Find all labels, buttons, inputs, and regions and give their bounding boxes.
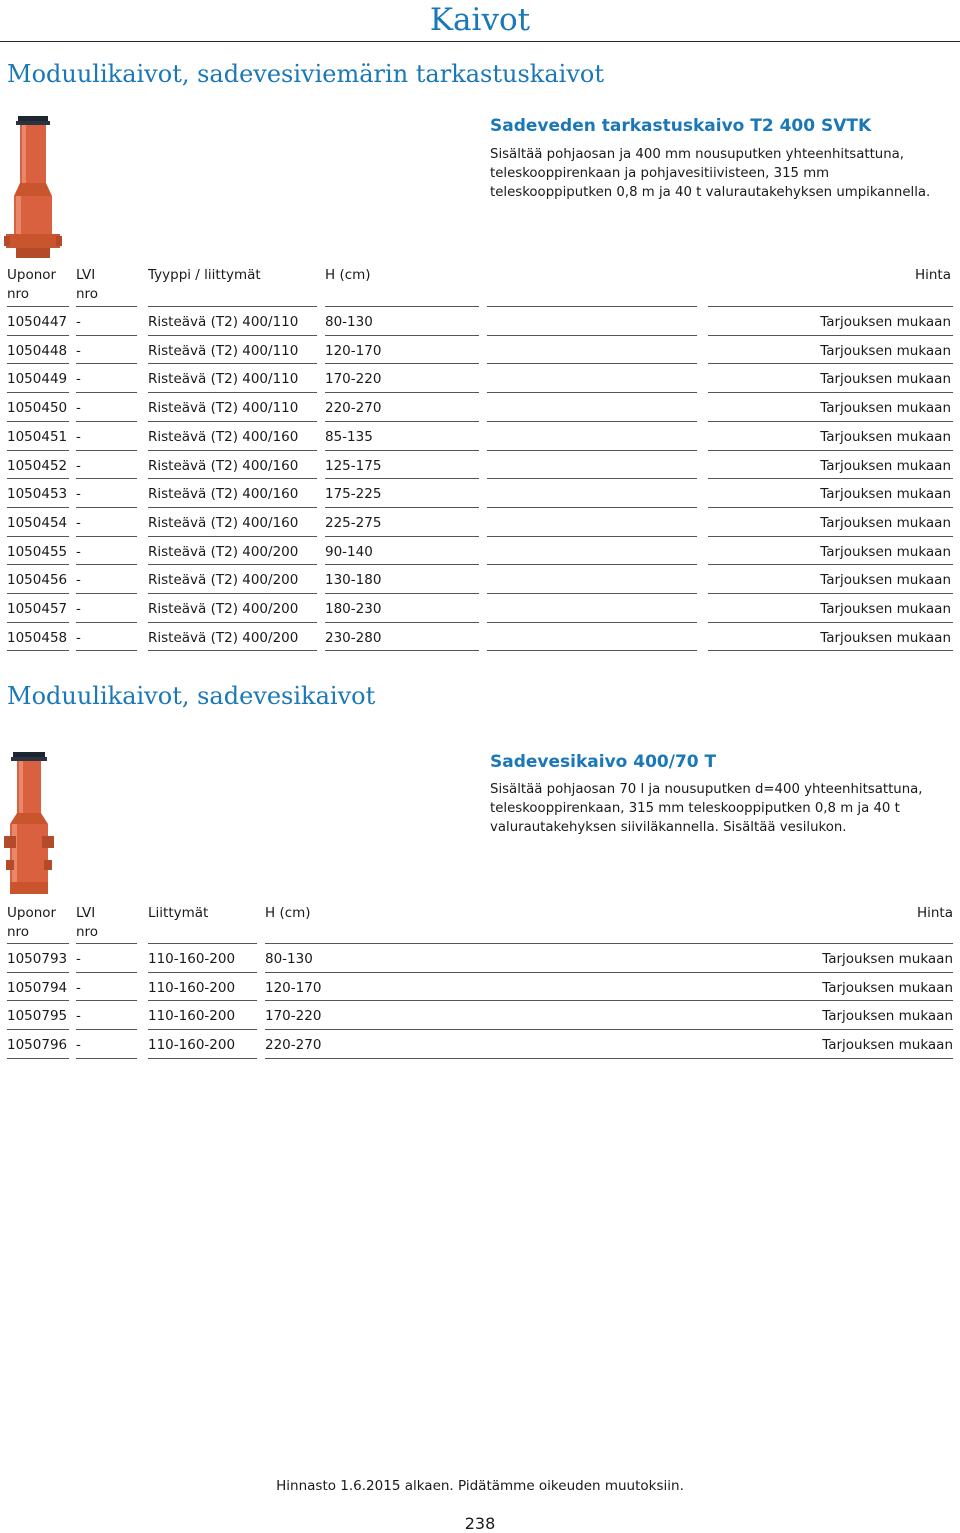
cell-lvi-nro: - (76, 572, 81, 589)
row-divider (265, 1029, 953, 1030)
row-divider (708, 507, 953, 508)
row-divider (7, 306, 69, 307)
row-divider (148, 1058, 257, 1059)
cell-lvi-nro: - (76, 314, 81, 330)
cell-price: Tarjouksen mukaan (820, 486, 951, 503)
cell-price: Tarjouksen mukaan (820, 543, 951, 560)
cell-height: 220-270 (325, 400, 382, 417)
header-uponor (7, 904, 56, 942)
row-divider (487, 536, 697, 537)
row-divider (148, 335, 317, 336)
row-divider (487, 306, 697, 307)
cell-price: Tarjouksen mukaan (820, 371, 951, 388)
row-divider (148, 564, 317, 565)
cell-height: 230-280 (325, 629, 382, 646)
row-divider (487, 478, 697, 479)
row-divider (708, 335, 953, 336)
row-divider (148, 1029, 257, 1030)
row-divider (708, 650, 953, 651)
row-divider (265, 972, 953, 973)
cell-price: Tarjouksen mukaan (822, 1037, 953, 1054)
header-height: H (cm) (325, 267, 371, 283)
row-divider (7, 622, 69, 623)
cell-lvi-nro: - (76, 428, 81, 445)
price-table-sadevesikaivot (7, 902, 953, 1072)
header-price: Hinta (916, 905, 953, 921)
row-divider (76, 650, 137, 651)
cell-height: 220-270 (265, 1037, 322, 1054)
cell-lvi-nro: - (76, 457, 81, 474)
cell-price: Tarjouksen mukaan (822, 951, 953, 967)
cell-uponor-nro: 1050450 (7, 400, 68, 417)
row-divider (7, 650, 69, 651)
row-divider (148, 972, 257, 973)
cell-lvi-nro: - (76, 486, 81, 503)
price-table-tarkastuskaivot (7, 264, 953, 664)
cell-type: Risteävä (T2) 400/160 (148, 486, 299, 503)
row-divider (708, 564, 953, 565)
row-divider (487, 363, 697, 364)
cell-price: Tarjouksen mukaan (822, 1008, 953, 1025)
row-divider (76, 1058, 137, 1059)
row-divider (265, 943, 953, 944)
cell-lvi-nro: - (76, 514, 81, 531)
row-divider (7, 335, 69, 336)
page-title: Kaivot (0, 2, 960, 38)
cell-height: 180-230 (325, 601, 382, 617)
row-divider (325, 650, 479, 651)
header-uponor-line1: Uponor (7, 905, 57, 921)
cell-uponor-nro: 1050795 (7, 1008, 68, 1025)
cell-type: Risteävä (T2) 400/200 (148, 543, 299, 560)
cell-price: Tarjouksen mukaan (820, 601, 951, 617)
row-divider (325, 536, 479, 537)
row-divider (76, 450, 137, 451)
row-divider (487, 335, 697, 336)
row-divider (265, 1000, 953, 1001)
header-type: Tyyppi / liittymät (148, 267, 261, 283)
cell-price: Tarjouksen mukaan (822, 979, 953, 996)
row-divider (325, 593, 479, 594)
cell-lvi-nro: - (76, 1037, 81, 1054)
cell-type: Risteävä (T2) 400/200 (148, 601, 299, 617)
cell-uponor-nro: 1050457 (7, 601, 68, 617)
cell-type: 110-160-200 (148, 1037, 236, 1054)
row-divider (7, 450, 69, 451)
row-divider (76, 972, 137, 973)
row-divider (148, 478, 317, 479)
row-divider (325, 450, 479, 451)
page-number: 238 (464, 1514, 496, 1533)
header-uponor (7, 266, 56, 304)
cell-price: Tarjouksen mukaan (820, 428, 951, 445)
cell-uponor-nro: 1050453 (7, 486, 68, 503)
row-divider (325, 478, 479, 479)
row-divider (265, 1058, 953, 1059)
row-divider (325, 306, 479, 307)
cell-uponor-nro: 1050454 (7, 514, 68, 531)
cell-height: 85-135 (325, 428, 373, 445)
row-divider (148, 450, 317, 451)
cell-lvi-nro: - (76, 629, 81, 646)
row-divider (76, 564, 137, 565)
header-uponor-line1: Uponor (7, 267, 57, 283)
row-divider (76, 943, 137, 944)
cell-type: Risteävä (T2) 400/110 (148, 400, 299, 417)
row-divider (708, 478, 953, 479)
cell-price: Tarjouksen mukaan (820, 514, 951, 531)
row-divider (487, 450, 697, 451)
row-divider (148, 392, 317, 393)
row-divider (7, 392, 69, 393)
header-lvi-line1: LVI (76, 905, 96, 921)
row-divider (708, 536, 953, 537)
cell-height: 170-220 (265, 1008, 322, 1025)
row-divider (148, 1000, 257, 1001)
row-divider (487, 593, 697, 594)
cell-type: Risteävä (T2) 400/160 (148, 428, 299, 445)
cell-type: Risteävä (T2) 400/200 (148, 572, 299, 589)
cell-type: 110-160-200 (148, 951, 236, 967)
row-divider (7, 972, 69, 973)
cell-lvi-nro: - (76, 342, 81, 359)
product-description-sadevesikaivo: Sisältää pohjaosan 70 l ja nousuputken d=400 yhteenhitsattuna, teleskooppirenkaan, 315 mm teleskooppiputken 0,8 m ja 40 t valurautakehyksen siiviläkannella. Sisältää vesilukon. (490, 782, 923, 835)
section-title-sadevesikaivot: Moduulikaivot, sadevesikaivot (7, 682, 376, 710)
cell-height: 130-180 (325, 572, 382, 589)
cell-lvi-nro: - (76, 371, 81, 388)
row-divider (708, 306, 953, 307)
cell-type: Risteävä (T2) 400/200 (148, 629, 299, 646)
row-divider (76, 421, 137, 422)
row-divider (148, 507, 317, 508)
header-lvi (76, 266, 98, 304)
row-divider (7, 478, 69, 479)
cell-type: Risteävä (T2) 400/160 (148, 514, 299, 531)
product-description-svtk: Sisältää pohjaosan ja 400 mm nousuputken yhteenhitsattuna, teleskooppirenkaan ja pohjavesitiivisteen, 315 mm teleskooppiputken 0,8 m ja 40 t valurautakehyksen umpikannella. (490, 147, 931, 200)
cell-lvi-nro: - (76, 400, 81, 417)
row-divider (7, 1058, 69, 1059)
row-divider (325, 421, 479, 422)
row-divider (7, 507, 69, 508)
section-title-tarkastuskaivot: Moduulikaivot, sadevesiviemärin tarkastuskaivot (7, 60, 604, 88)
row-divider (76, 593, 137, 594)
row-divider (148, 421, 317, 422)
cell-height: 120-170 (265, 979, 322, 996)
cell-price: Tarjouksen mukaan (820, 342, 951, 359)
header-lvi (76, 904, 98, 942)
cell-height: 80-130 (265, 951, 313, 967)
row-divider (76, 1000, 137, 1001)
row-divider (7, 564, 69, 565)
row-divider (7, 363, 69, 364)
header-type: Liittymät (148, 905, 209, 921)
row-divider (708, 363, 953, 364)
cell-price: Tarjouksen mukaan (820, 400, 951, 417)
cell-height: 170-220 (325, 371, 382, 388)
row-divider (76, 536, 137, 537)
row-divider (7, 536, 69, 537)
row-divider (708, 593, 953, 594)
cell-height: 125-175 (325, 457, 382, 474)
row-divider (76, 478, 137, 479)
cell-price: Tarjouksen mukaan (820, 572, 951, 589)
row-divider (148, 943, 257, 944)
header-price: Hinta (914, 267, 951, 283)
footer-note: Hinnasto 1.6.2015 alkaen. Pidätämme oikeuden muutoksiin. (276, 1478, 684, 1494)
cell-uponor-nro: 1050458 (7, 629, 68, 646)
header-height: H (cm) (265, 905, 311, 921)
row-divider (148, 622, 317, 623)
header-uponor-line2: nro (7, 286, 30, 302)
cell-height: 175-225 (325, 486, 382, 503)
cell-uponor-nro: 1050793 (7, 951, 68, 967)
row-divider (325, 622, 479, 623)
cell-type: Risteävä (T2) 400/110 (148, 314, 299, 330)
row-divider (76, 306, 137, 307)
row-divider (325, 363, 479, 364)
row-divider (487, 650, 697, 651)
header-uponor-line2: nro (7, 924, 30, 940)
row-divider (708, 450, 953, 451)
cell-price: Tarjouksen mukaan (820, 629, 951, 646)
cell-type: Risteävä (T2) 400/110 (148, 342, 299, 359)
header-lvi-line2: nro (76, 924, 99, 940)
row-divider (325, 564, 479, 565)
header-rule (0, 41, 960, 42)
row-divider (148, 306, 317, 307)
cell-type: 110-160-200 (148, 1008, 236, 1025)
row-divider (325, 335, 479, 336)
row-divider (76, 335, 137, 336)
row-divider (708, 392, 953, 393)
cell-lvi-nro: - (76, 543, 81, 560)
row-divider (708, 421, 953, 422)
row-divider (76, 622, 137, 623)
inspection-well-image (4, 116, 62, 258)
cell-uponor-nro: 1050456 (7, 572, 68, 589)
row-divider (7, 943, 69, 944)
cell-uponor-nro: 1050796 (7, 1037, 68, 1054)
cell-uponor-nro: 1050455 (7, 543, 68, 560)
cell-height: 120-170 (325, 342, 382, 359)
cell-lvi-nro: - (76, 951, 81, 967)
row-divider (487, 564, 697, 565)
row-divider (487, 392, 697, 393)
cell-uponor-nro: 1050448 (7, 342, 68, 359)
cell-lvi-nro: - (76, 601, 81, 617)
cell-uponor-nro: 1050451 (7, 428, 68, 445)
row-divider (76, 392, 137, 393)
page-header (0, 0, 960, 48)
cell-uponor-nro: 1050794 (7, 979, 68, 996)
cell-uponor-nro: 1050452 (7, 457, 68, 474)
cell-height: 90-140 (325, 543, 373, 560)
cell-height: 80-130 (325, 314, 373, 330)
cell-height: 225-275 (325, 514, 382, 531)
row-divider (148, 363, 317, 364)
cell-price: Tarjouksen mukaan (820, 457, 951, 474)
cell-type: Risteävä (T2) 400/160 (148, 457, 299, 474)
row-divider (708, 622, 953, 623)
cell-type: Risteävä (T2) 400/110 (148, 371, 299, 388)
row-divider (7, 1029, 69, 1030)
cell-uponor-nro: 1050449 (7, 371, 68, 388)
row-divider (76, 1029, 137, 1030)
cell-price: Tarjouksen mukaan (820, 314, 951, 330)
cell-type: 110-160-200 (148, 979, 236, 996)
row-divider (325, 392, 479, 393)
cell-uponor-nro: 1050447 (7, 314, 68, 330)
header-lvi-line1: LVI (76, 267, 96, 283)
cell-lvi-nro: - (76, 979, 81, 996)
row-divider (76, 507, 137, 508)
rainwater-well-image (4, 752, 54, 894)
product-title-svtk: Sadeveden tarkastuskaivo T2 400 SVTK (490, 116, 872, 136)
cell-lvi-nro: - (76, 1008, 81, 1025)
row-divider (325, 507, 479, 508)
product-title-sadevesikaivo: Sadevesikaivo 400/70 T (490, 752, 717, 772)
row-divider (148, 536, 317, 537)
row-divider (7, 421, 69, 422)
row-divider (148, 593, 317, 594)
row-divider (7, 593, 69, 594)
row-divider (487, 507, 697, 508)
row-divider (487, 622, 697, 623)
header-lvi-line2: nro (76, 286, 99, 302)
row-divider (76, 363, 137, 364)
row-divider (148, 650, 317, 651)
row-divider (7, 1000, 69, 1001)
row-divider (487, 421, 697, 422)
